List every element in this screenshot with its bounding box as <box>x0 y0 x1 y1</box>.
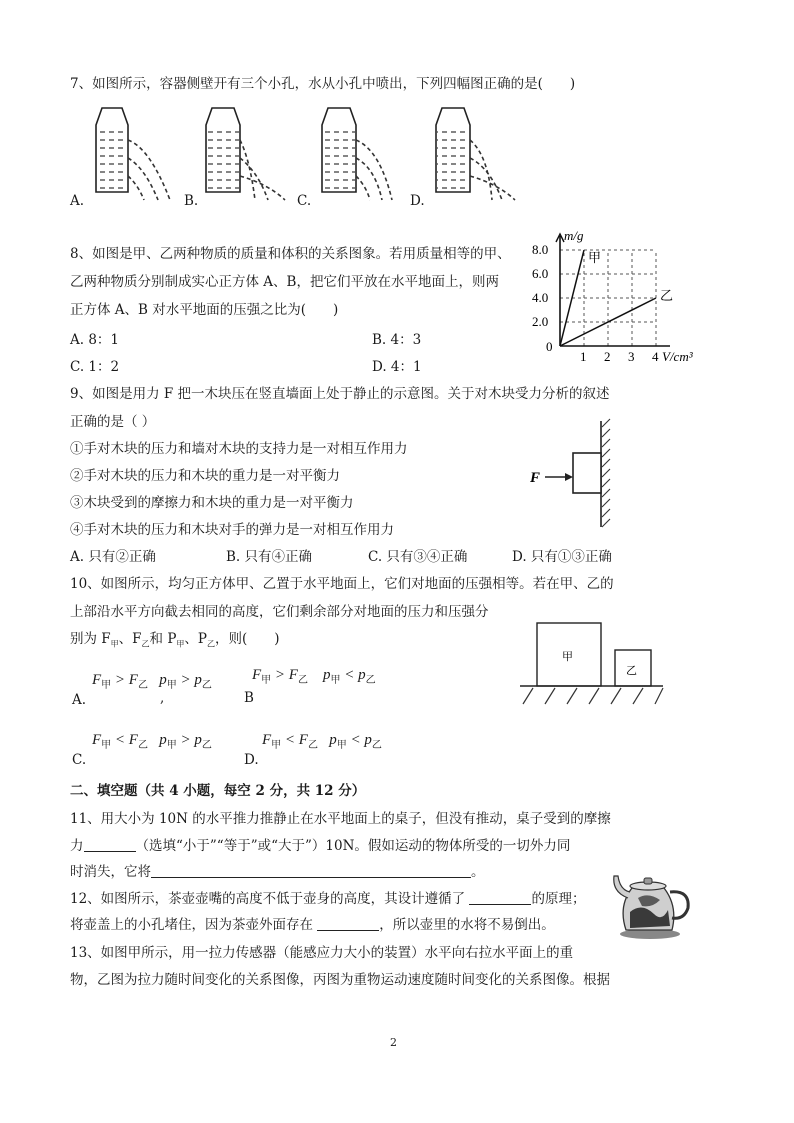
q13-line-1: 13、如图甲所示，用一拉力传感器（能感应力大小的装置）水平向右拉水平面上的重 <box>70 945 574 961</box>
wood-block <box>573 453 601 493</box>
q11-line-3: 时消失，它将 。 <box>70 864 485 880</box>
q10-option-d-letter: D. <box>244 752 259 768</box>
q11-line-1: 11、用大小为 10N 的水平推力推静止在水平地面上的桌子，但没有推动，桌子受到的摩擦 <box>70 811 611 827</box>
x-tick-label: 3 <box>628 349 635 364</box>
q8-line-2: 乙两种物质分别制成实心正方体 A、B，把它们平放在水平地面上，则两 <box>70 274 499 290</box>
q10-line-2: 上部沿水平方向截去相同的高度，它们剩余部分对地面的压力和压强分 <box>70 604 489 620</box>
q11-blank-2[interactable] <box>151 863 471 878</box>
teapot-image <box>608 862 694 942</box>
mass-volume-chart <box>520 225 710 365</box>
y-tick-label: 8.0 <box>532 242 549 257</box>
svg-text:乙: 乙 <box>626 664 637 677</box>
q12-line-1: 12、如图所示，茶壶壶嘴的高度不低于壶身的高度，其设计遵循了 的原理； <box>70 891 586 907</box>
x-axis-label: V/cm³ <box>662 349 693 364</box>
container-c <box>322 108 392 200</box>
series-label-yi: 乙 <box>660 289 674 304</box>
y-tick-label: 2.0 <box>532 314 549 329</box>
q9-option-c: C. 只有③④正确 <box>368 549 468 565</box>
q9-statement-1: ①手对木块的压力和墙对木块的支持力是一对相互作用力 <box>70 441 408 457</box>
q10-option-d-formula: $F_甲 < F_乙$ $p_甲 < p_乙$ <box>262 732 382 751</box>
svg-text:甲: 甲 <box>562 650 573 663</box>
container-b <box>206 108 285 200</box>
q7-stem: 7、如图所示，容器侧壁开有三个小孔，水从小孔中喷出，下列四幅图正确的是( ) <box>70 76 576 92</box>
q9-option-b: B. 只有④正确 <box>226 549 313 565</box>
x-tick-label: 4 <box>652 349 659 364</box>
q9-option-d: D. 只有①③正确 <box>512 549 612 565</box>
q9-line-2: 正确的是（ ） <box>70 414 156 430</box>
x-tick-label: 1 <box>580 349 587 364</box>
q7-option-a: A. <box>70 193 85 209</box>
q11-blank-1[interactable] <box>84 837 136 852</box>
q9-statement-4: ④手对木块的压力和木块对手的弹力是一对相互作用力 <box>70 522 394 538</box>
q10-option-a-comma: , <box>160 690 165 706</box>
q7-option-d: D. <box>410 193 425 209</box>
container-d <box>436 108 515 200</box>
blocks-figure <box>515 618 665 708</box>
series-label-jia: 甲 <box>588 251 602 266</box>
y-tick-label: 6.0 <box>532 266 549 281</box>
origin-label: 0 <box>546 339 553 354</box>
wall-block-figure <box>520 415 630 535</box>
q8-line-1: 8、如图是甲、乙两种物质的质量和体积的关系图象。若用质量相等的甲、 <box>70 246 511 262</box>
force-label: F <box>530 470 541 486</box>
q10-option-b-letter: B <box>244 690 254 706</box>
q9-statement-3: ③木块受到的摩擦力和木块的重力是一对平衡力 <box>70 495 354 511</box>
q8-option-d: D. 4：1 <box>372 359 422 375</box>
q10-option-c-letter: C. <box>72 752 87 768</box>
q9-line-1: 9、如图是用力 F 把一木块压在竖直墙面上处于静止的示意图。关于对木块受力分析的叙述 <box>70 386 610 402</box>
q13-line-2: 物，乙图为拉力随时间变化的关系图像，丙图为重物运动速度随时间变化的关系图像。根据 <box>70 972 610 988</box>
x-tick-label: 2 <box>604 349 611 364</box>
q7-figure <box>0 0 794 220</box>
q11-line-2: 力 （选填“小于”“等于”或“大于”）10N。假如运动的物体所受的一切外力同 <box>70 838 571 854</box>
q12-blank-2[interactable] <box>317 916 379 931</box>
q10-option-c-formula: $F_甲 < F_乙$ $p_甲 > p_乙$ <box>92 732 212 751</box>
section-2-title: 二、填空题（共 4 小题，每空 2 分，共 12 分） <box>70 783 366 799</box>
q10-line-3: 别为 $F_甲$、$F_乙$和 $P_甲$、$P_乙$，则( ) <box>70 631 280 649</box>
q8-option-a: A. 8：1 <box>70 332 120 348</box>
container-a <box>96 108 170 200</box>
q10-option-a-formula: $F_甲 > F_乙$ $p_甲 > p_乙$ <box>92 672 212 691</box>
y-tick-label: 4.0 <box>532 290 549 305</box>
q10-option-b-formula: $F_甲 > F_乙$ $p_甲 < p_乙$ <box>252 667 376 686</box>
page-number: 2 <box>390 1036 397 1049</box>
q12-line-2: 将壶盖上的小孔堵住，因为茶壶外面存在 ，所以壶里的水将不易倒出。 <box>70 917 555 933</box>
q7-option-c: C. <box>297 193 312 209</box>
q10-option-a-letter: A. <box>72 692 87 708</box>
q9-option-a: A. 只有②正确 <box>70 549 156 565</box>
q8-option-b: B. 4：3 <box>372 332 422 348</box>
q7-option-b: B. <box>184 193 199 209</box>
q10-line-1: 10、如图所示，均匀正方体甲、乙置于水平地面上，它们对地面的压强相等。若在甲、乙的 <box>70 576 614 592</box>
q8-option-c: C. 1：2 <box>70 359 120 375</box>
q9-statement-2: ②手对木块的压力和木块的重力是一对平衡力 <box>70 468 340 484</box>
y-axis-label: m/g <box>564 228 584 243</box>
q8-line-3: 正方体 A、B 对水平地面的压强之比为( ) <box>70 302 339 318</box>
q12-blank-1[interactable] <box>469 890 531 905</box>
